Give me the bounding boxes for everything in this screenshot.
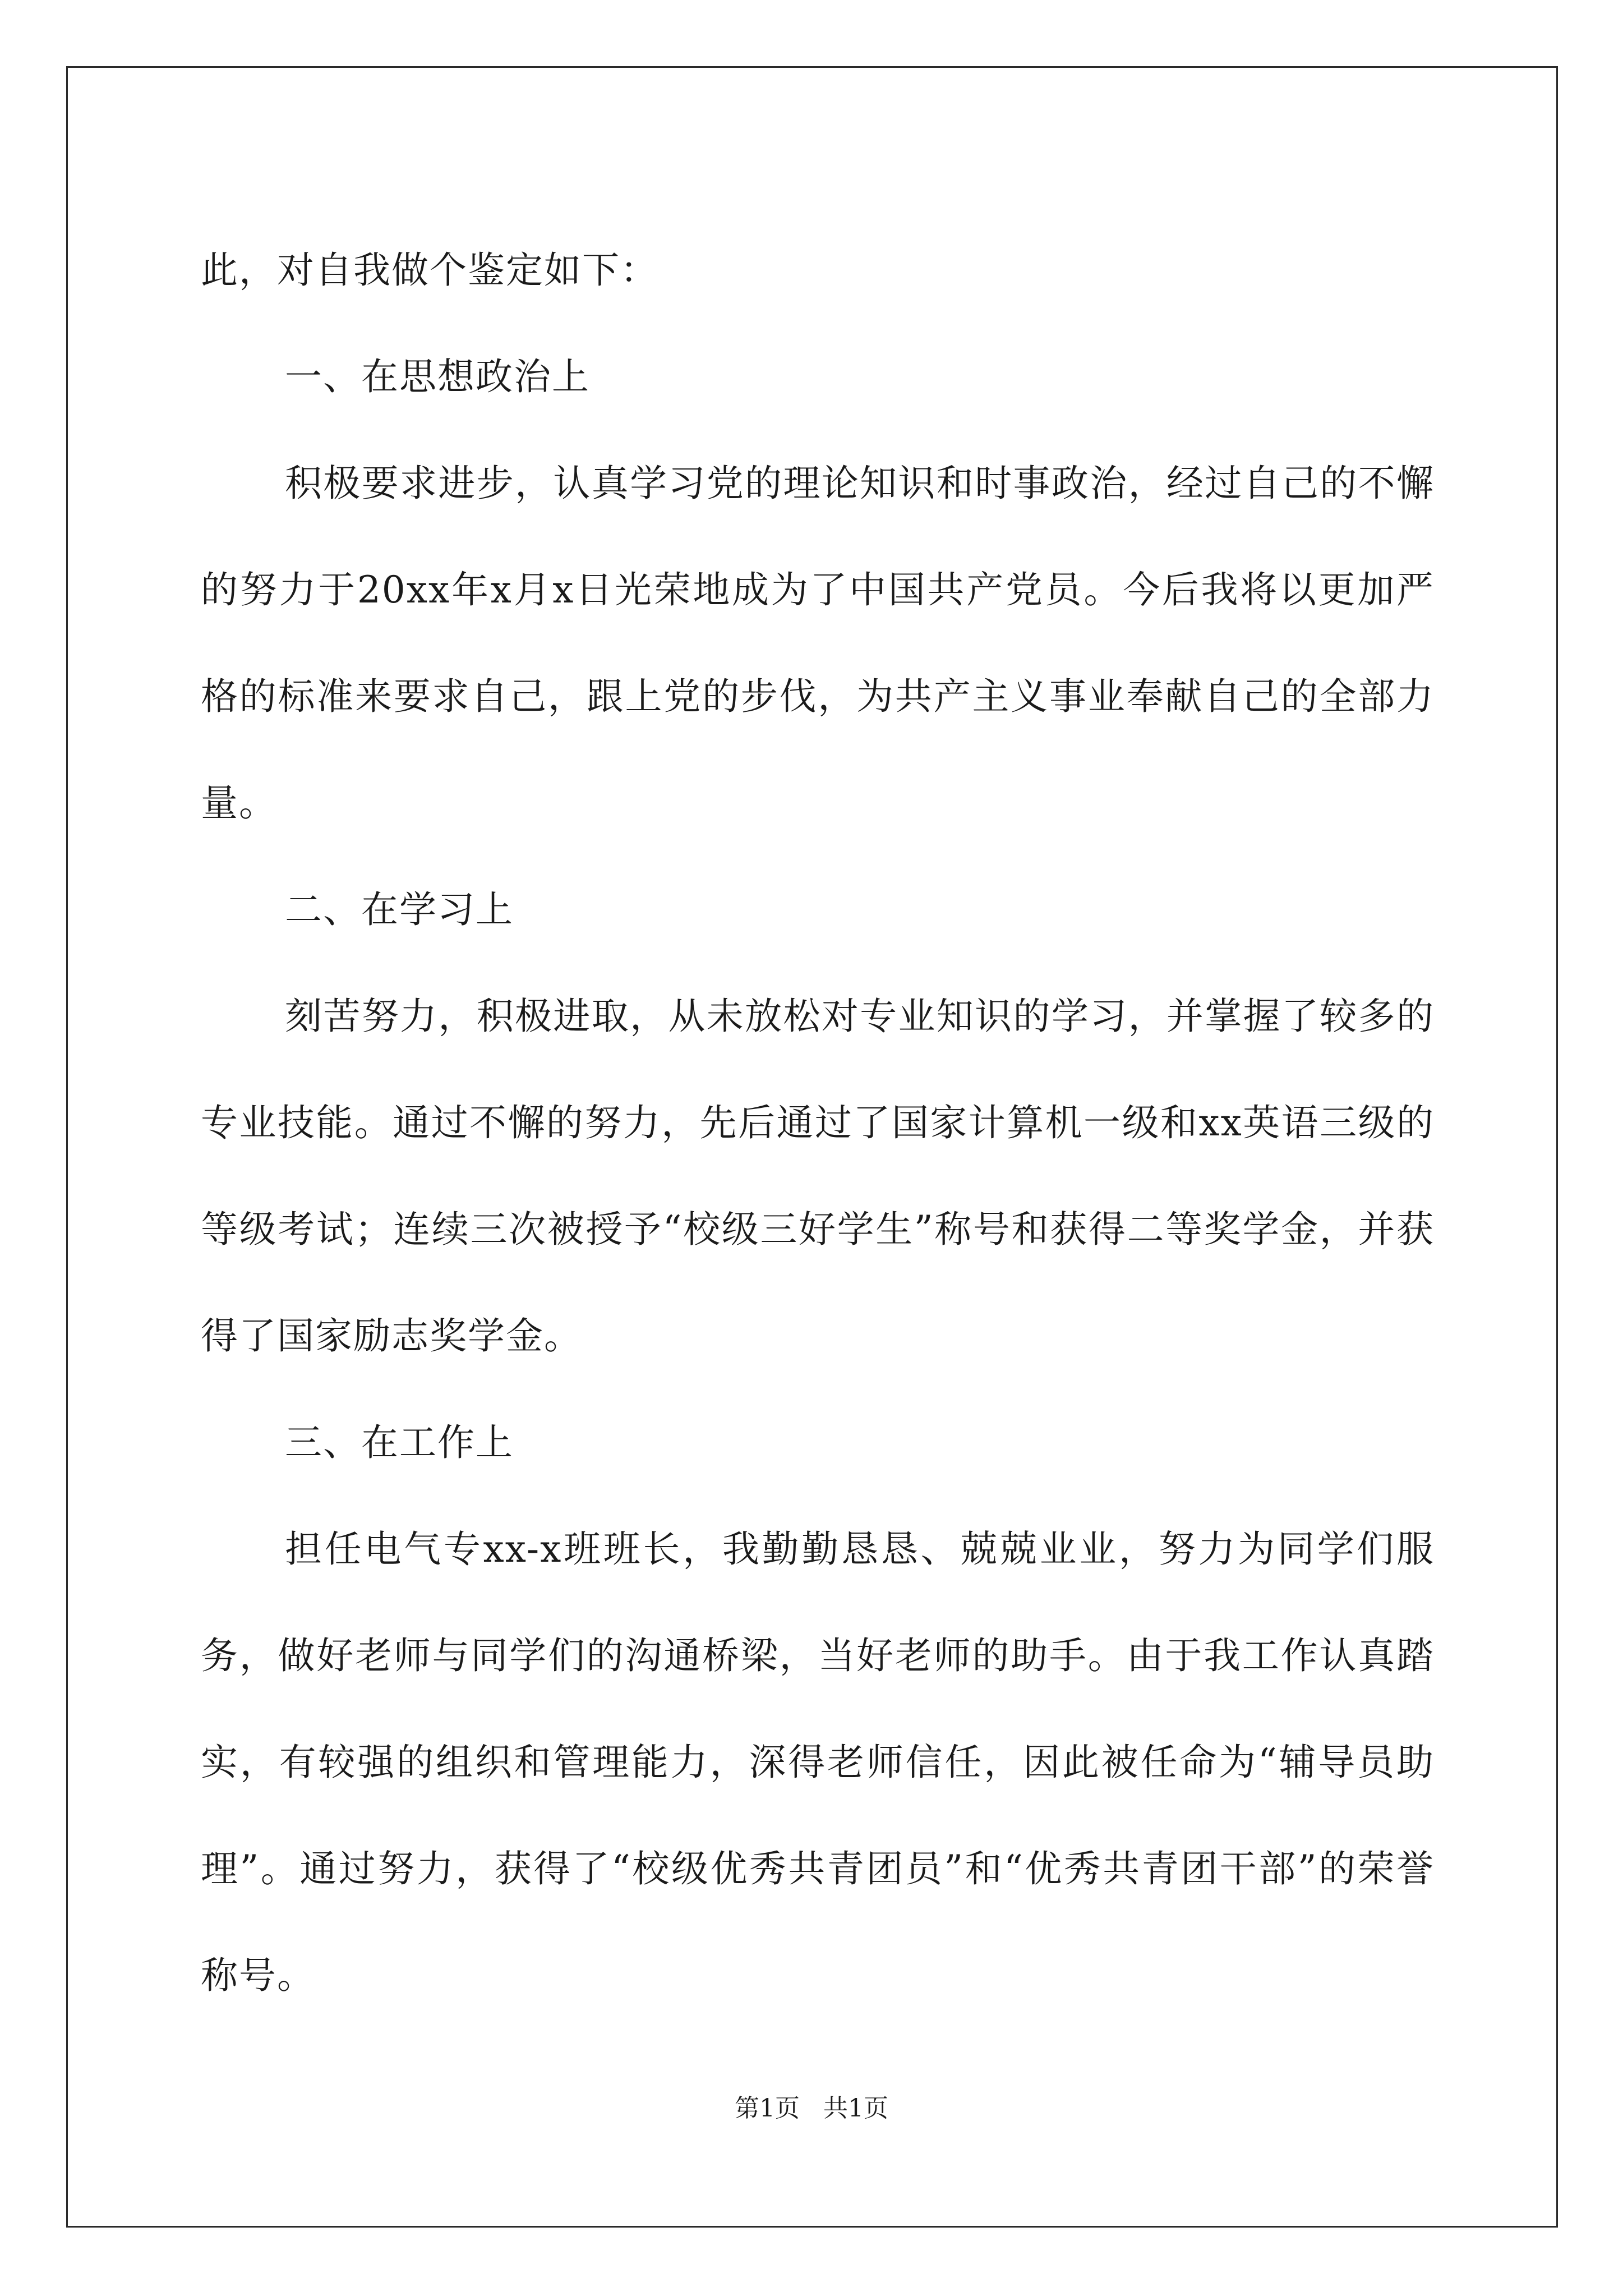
paragraph-intro: 此，对自我做个鉴定如下： [201,249,658,292]
paragraph-study: 刻苦努力，积极进取，从未放松对专业知识的学习，并掌握了较多的专业技能。通过不懈的努力，先后通过了国家计算机一级和xx英语三级的等级考试；连续三次被授予“校级三好学生”称号和获得二等奖学金，并获得了国家励志奖学金。 [201,995,1435,1358]
paragraph-work: 担任电气专xx-x班班长，我勤勤恳恳、兢兢业业，努力为同学们服务，做好老师与同学们的沟通桥梁，当好老师的助手。由于我工作认真踏实，有较强的组织和管理能力，深得老师信任，因此被任命为“辅导员助理”。通过努力，获得了“校级优秀共青团员”和“优秀共青团干部”的荣誉称号。 [201,1527,1435,1997]
heading-politics: 一、在思想政治上 [285,355,590,398]
paragraph-politics: 积极要求进步，认真学习党的理论知识和时事政治，经过自己的不懈的努力于20xx年x月x日光荣地成为了中国共产党员。今后我将以更加严格的标准来要求自己，跟上党的步伐，为共产主义事业奉献自己的全部力量。 [201,462,1435,825]
heading-work: 三、在工作上 [285,1421,514,1464]
document-body [201,217,1435,2029]
page-number-footer: 第1页 共1页 [735,2094,888,2123]
heading-study: 二、在学习上 [285,888,514,931]
